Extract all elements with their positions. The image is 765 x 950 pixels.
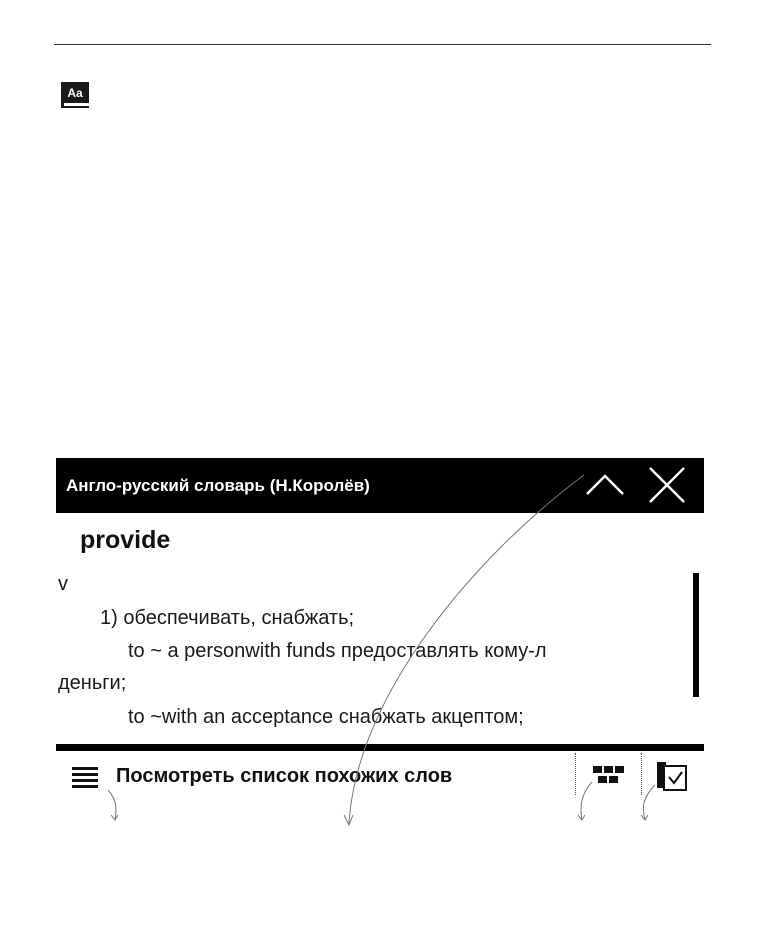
dictionary-icon-label: Aa (67, 86, 83, 100)
example-line: to ~with an acceptance снабжать акцептом; (128, 706, 524, 728)
panel-footer (56, 751, 704, 803)
headword: provide (80, 526, 171, 554)
close-icon[interactable] (644, 462, 690, 508)
scrollbar[interactable] (693, 573, 699, 697)
list-icon[interactable] (72, 765, 98, 791)
separator (575, 753, 576, 795)
similar-words-button[interactable]: Посмотреть список похожих слов (116, 765, 453, 787)
example-line: to ~ a personwith funds предоставлять кому-л (128, 640, 547, 662)
part-of-speech: v (58, 573, 68, 595)
footer-divider (56, 744, 704, 751)
top-divider (54, 44, 711, 45)
definition-line: 1) обеспечивать, снабжать; (100, 607, 355, 629)
panel-title: Англо-русский словарь (Н.Королёв) (66, 476, 370, 495)
dictionary-panel (56, 458, 704, 803)
keyboard-grid-icon[interactable] (591, 764, 627, 788)
definition-content[interactable] (56, 513, 704, 743)
panel-header (56, 458, 704, 513)
example-line-continued: деньги; (58, 672, 127, 694)
chevron-up-icon[interactable] (582, 462, 628, 508)
book-select-icon[interactable] (656, 760, 690, 792)
separator (641, 753, 642, 795)
dictionary-aa-icon (61, 82, 89, 108)
